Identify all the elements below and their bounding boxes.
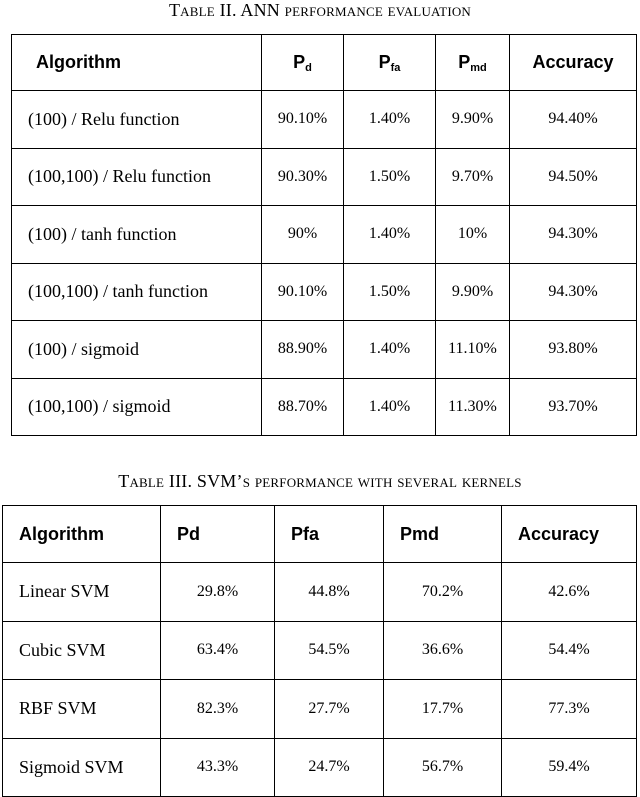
table-row: [12, 91, 637, 149]
header-pfa: Pfa: [275, 506, 384, 563]
table-row: [3, 563, 637, 622]
table-row: [12, 206, 637, 264]
table3-caption: Table III. SVM’s performance with several kernels: [118, 471, 522, 491]
cell-pd: 88.70%: [262, 378, 344, 436]
cell-accuracy: 93.80%: [510, 321, 637, 379]
cell-pfa: 54.5%: [275, 621, 384, 680]
cell-pmd: 10%: [436, 206, 510, 264]
cell-algorithm: (100) / Relu function: [12, 91, 262, 149]
header-pmd: [436, 35, 510, 91]
cell-accuracy: 94.40%: [510, 91, 637, 149]
cell-pmd: 56.7%: [384, 738, 502, 797]
cell-pfa: 1.40%: [344, 321, 436, 379]
cell-accuracy: 93.70%: [510, 378, 637, 436]
cell-pd: 88.90%: [262, 321, 344, 379]
cell-pd: 43.3%: [161, 738, 275, 797]
cell-pmd: 9.70%: [436, 148, 510, 206]
header-pfa: [344, 35, 436, 91]
header-pd-sub: d: [305, 62, 312, 74]
header-pmd-sub: md: [470, 62, 487, 74]
cell-accuracy: 94.30%: [510, 263, 637, 321]
header-algorithm: Algorithm: [3, 506, 161, 563]
cell-pmd: 36.6%: [384, 621, 502, 680]
header-pmd-main: P: [458, 52, 471, 72]
cell-pmd: 9.90%: [436, 91, 510, 149]
cell-algorithm: (100,100) / Relu function: [12, 148, 262, 206]
table-row: [3, 621, 637, 680]
cell-pmd: 11.30%: [436, 378, 510, 436]
cell-pfa: 27.7%: [275, 680, 384, 739]
header-pmd: Pmd: [384, 506, 502, 563]
cell-algorithm: RBF SVM: [3, 680, 161, 739]
cell-pd: 29.8%: [161, 563, 275, 622]
table-row: [12, 321, 637, 379]
header-pd: Pd: [161, 506, 275, 563]
cell-accuracy: 77.3%: [502, 680, 637, 739]
cell-accuracy: 59.4%: [502, 738, 637, 797]
ann-performance-table: [11, 34, 637, 436]
cell-accuracy: 42.6%: [502, 563, 637, 622]
cell-algorithm: Sigmoid SVM: [3, 738, 161, 797]
cell-pd: 90.10%: [262, 263, 344, 321]
header-pd: [262, 35, 344, 91]
cell-pfa: 44.8%: [275, 563, 384, 622]
table-row: [3, 680, 637, 739]
cell-algorithm: (100) / sigmoid: [12, 321, 262, 379]
cell-accuracy: 94.50%: [510, 148, 637, 206]
cell-algorithm: (100) / tanh function: [12, 206, 262, 264]
header-algorithm: Algorithm: [12, 35, 262, 91]
cell-pfa: 24.7%: [275, 738, 384, 797]
cell-pd: 90.30%: [262, 148, 344, 206]
cell-algorithm: (100,100) / sigmoid: [12, 378, 262, 436]
table-header-row: [12, 35, 637, 91]
cell-pmd: 11.10%: [436, 321, 510, 379]
header-accuracy: Accuracy: [502, 506, 637, 563]
table-row: [3, 738, 637, 797]
cell-pd: 63.4%: [161, 621, 275, 680]
cell-pmd: 9.90%: [436, 263, 510, 321]
cell-pfa: 1.40%: [344, 378, 436, 436]
header-accuracy: Accuracy: [510, 35, 637, 91]
cell-pd: 90.10%: [262, 91, 344, 149]
cell-pmd: 70.2%: [384, 563, 502, 622]
cell-pd: 90%: [262, 206, 344, 264]
cell-pd: 82.3%: [161, 680, 275, 739]
table-header-row: [3, 506, 637, 563]
header-pd-main: P: [293, 52, 306, 72]
cell-pfa: 1.40%: [344, 91, 436, 149]
cell-pfa: 1.50%: [344, 263, 436, 321]
table2-caption: Table II. ANN performance evaluation: [168, 0, 472, 20]
cell-pmd: 17.7%: [384, 680, 502, 739]
cell-algorithm: Cubic SVM: [3, 621, 161, 680]
cell-pfa: 1.50%: [344, 148, 436, 206]
cell-accuracy: 54.4%: [502, 621, 637, 680]
cell-pfa: 1.40%: [344, 206, 436, 264]
cell-algorithm: (100,100) / tanh function: [12, 263, 262, 321]
table-row: [12, 378, 637, 436]
header-pfa-sub: fa: [390, 62, 401, 74]
svm-performance-table: [2, 505, 637, 797]
table-row: [12, 148, 637, 206]
cell-accuracy: 94.30%: [510, 206, 637, 264]
cell-algorithm: Linear SVM: [3, 563, 161, 622]
table-row: [12, 263, 637, 321]
header-pfa-main: P: [378, 52, 391, 72]
